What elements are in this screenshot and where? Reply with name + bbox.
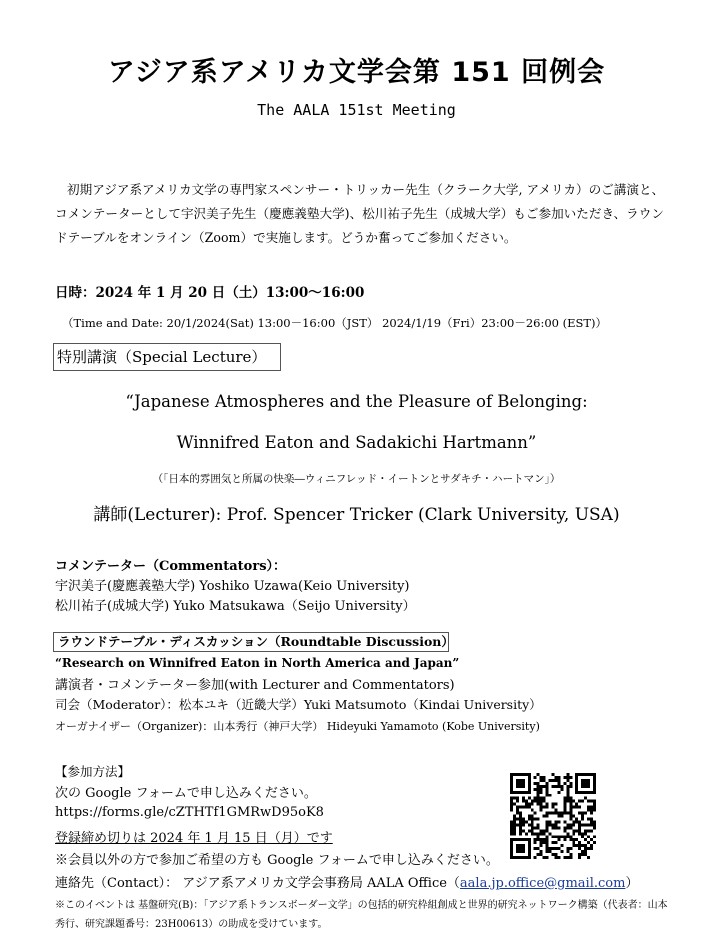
lecture-title-japanese: （「日本的雰囲気と所属の快楽―ウィニフレッド・イートンとサダキチ・ハートマン」） (152, 473, 561, 485)
intro-paragraph: 初期アジア系アメリカ文学の専門家スペンサー・トリッカー先生（クラーク大学, アメリカ）のご講演と、コメンテーターとして宇沢美子先生（慶應義塾大学)、松川祐子先生（成城大学）もご参加いただき、ラウンドテーブルをオンライン（Zoom）で実施します。どうか奮ってご参加ください。 (55, 182, 665, 245)
commentators-heading: コメンテーター（Commentators）： (55, 559, 287, 574)
lecture-title-line1: “Japanese Atmospheres and the Pleasure of Belonging: (125, 392, 588, 411)
page-title: アジア系アメリカ文学会第 151 回例会 (107, 57, 606, 88)
nonmember-note: ※会員以外の方で参加ご希望の方も Google フォームで申し込みください。 (55, 853, 499, 868)
commentator-item: 宇沢美子(慶應義塾大学) Yoshiko Uzawa(Keio University) (55, 579, 410, 594)
page-subtitle: The AALA 151st Meeting (257, 101, 456, 119)
registration-link[interactable]: https://forms.gle/cZTHTf1GMRwD95oK8 (55, 805, 324, 820)
qr-code-icon (510, 773, 596, 859)
lecturer-line: 講師(Lecturer): Prof. Spencer Tricker (Clark University, USA) (93, 505, 620, 525)
roundtable-moderator: 司会（Moderator）：松本ユキ（近畿大学）Yuki Matsumoto（Kindai University） (55, 697, 542, 712)
roundtable-heading: ラウンドテーブル・ディスカッション（Roundtable Discussion） (53, 632, 449, 652)
contact-close: ） (625, 876, 639, 891)
contact-email-link[interactable]: aala.jp.office@gmail.com (459, 876, 626, 891)
roundtable-title: “Research on Winnifred Eaton in North America and Japan” (55, 656, 460, 670)
date-english: （Time and Date: 20/1/2024(Sat) 13:00－16:00（JST） 2024/1/19（Fri）23:00－26:00 (EST)） (62, 316, 608, 330)
join-instruction: 次の Google フォームで申し込みください。 (55, 786, 317, 801)
lecture-title-line2: Winnifred Eaton and Sadakichi Hartmann” (176, 433, 537, 452)
special-lecture-heading: 特別講演（Special Lecture） (53, 343, 281, 371)
roundtable-organizer: オーガナイザー（Organizer)：山本秀行（神戸大学） Hideyuki Yamamoto (Kobe University) (55, 720, 540, 733)
contact-label: 連絡先（Contact）： アジア系アメリカ文学会事務局 AALA Office（ (55, 876, 460, 891)
join-heading: 【参加方法】 (55, 764, 131, 779)
funding-note: ※このイベントは 基盤研究(B)：「アジア系トランスボーダー文学」の包括的研究枠組創成と世界的研究ネットワーク構築（代表者：山本秀行、研究課題番号：23H00613）の助成を受けています。 (55, 900, 668, 930)
commentator-item: 松川祐子(成城大学) Yuko Matsukawa（Seijo University） (55, 599, 416, 614)
contact-line (55, 872, 638, 891)
registration-deadline: 登録締め切りは 2024 年 1 月 15 日（月）です (55, 831, 333, 846)
date-japanese: 日時：2024 年 1 月 20 日（土）13:00〜16:00 (55, 285, 365, 301)
roundtable-participants: 講演者・コメンテーター参加(with Lecturer and Commentators) (55, 678, 455, 693)
